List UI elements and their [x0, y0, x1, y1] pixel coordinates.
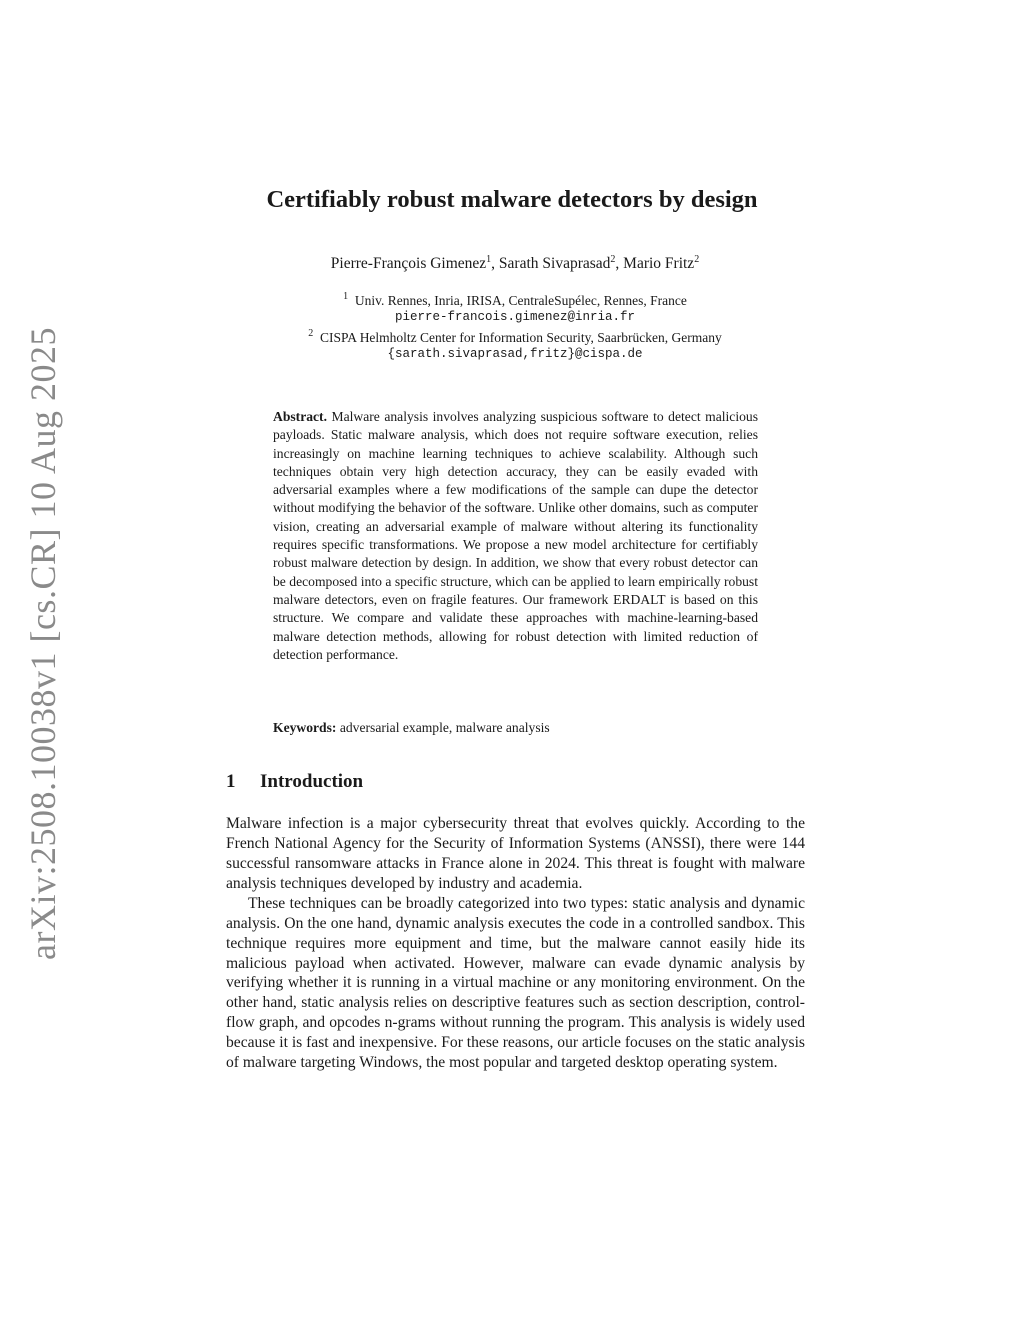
abstract-text: Malware analysis involves analyzing suspicious software to detect malicious payloads. Static malware analysis, which does not require software execution, relies increasingly on machine learning techniques to achieve scalability. Although such techniques obtain very high detection accuracy, they can be easily evaded with adversarial examples where a few modifications of the sample can dupe the detector without modifying the behavior of the software. Unlike other domains, such as computer vision, creating an adversarial example of malware without altering its functionality requires specific transformations. We propose a new model architecture for certifiably robust malware detection by design. In addition, we show that every robust detector can be decomposed into a specific structure, which can be applied to learn empirically robust malware detectors, even on fragile features. Our framework ERDALT is based on this structure. We compare and validate these approaches with machine-learning-based malware detection methods, allowing for robust detection with limited reduction of detection performance. [273, 409, 758, 662]
affiliation-mark: 2 [610, 254, 616, 265]
affiliation-2-email: {sarath.sivaprasad,fritz}@cispa.de [387, 347, 643, 361]
author-name: Mario Fritz [623, 255, 695, 272]
affiliation-text: Univ. Rennes, Inria, IRISA, CentraleSupélec, Rennes, France [354, 293, 687, 308]
affiliation-2 [0, 328, 1024, 346]
affiliation-mark: 1 [343, 291, 349, 302]
keywords [273, 720, 758, 736]
affiliation-mark: 2 [694, 254, 700, 265]
keywords-label: Keywords: [273, 720, 337, 735]
affiliation-1-email: pierre-francois.gimenez@inria.fr [394, 310, 636, 324]
affiliation-text: CISPA Helmholtz Center for Information Security, Saarbrücken, Germany [320, 330, 722, 345]
abstract-label: Abstract. [273, 409, 327, 424]
affiliation-mark: 1 [486, 254, 492, 265]
author-name: Pierre-François Gimenez [330, 255, 487, 272]
author-list [0, 254, 1024, 273]
body-paragraph: These techniques can be broadly categorized into two types: static analysis and dynamic analysis. On the one hand, dynamic analysis executes the code in a controlled sandbox. This technique requires more equipment and time, but the malware cannot easily hide its malicious payload when activated. However, malware can evade dynamic analysis by verifying whether it is running in a virtual machine or any monitoring environment. On the other hand, static analysis relies on descriptive features such as section description, control-flow graph, and opcodes n-grams without running the program. This analysis is widely used because it is fast and inexpensive. For these reasons, our article focuses on the static analysis of malware targeting Windows, the most popular and targeted desktop operating system. [226, 895, 805, 1071]
section-number: 1 [226, 771, 236, 792]
abstract [273, 408, 758, 664]
author-separator: , [491, 255, 499, 272]
section-title: Introduction [260, 771, 364, 792]
section-heading [226, 771, 363, 793]
body-paragraph: Malware infection is a major cybersecurity threat that evolves quickly. According to the French National Agency for the Security of Information Systems (ANSSI), there were 144 successful ransomware attacks in France alone in 2024. This threat is fought with malware analysis techniques developed by industry and academia. [226, 815, 805, 892]
affiliation-1 [0, 291, 1024, 309]
author-separator: , [615, 255, 624, 272]
arxiv-identifier: arXiv:2508.10038v1 [cs.CR] 10 Aug 2025 [23, 327, 63, 960]
author-name: Sarath Sivaprasad [498, 255, 611, 272]
affiliation-mark: 2 [308, 328, 314, 339]
paper-title: Certifiably robust malware detectors by design [266, 186, 758, 213]
keywords-text: adversarial example, malware analysis [339, 720, 550, 735]
